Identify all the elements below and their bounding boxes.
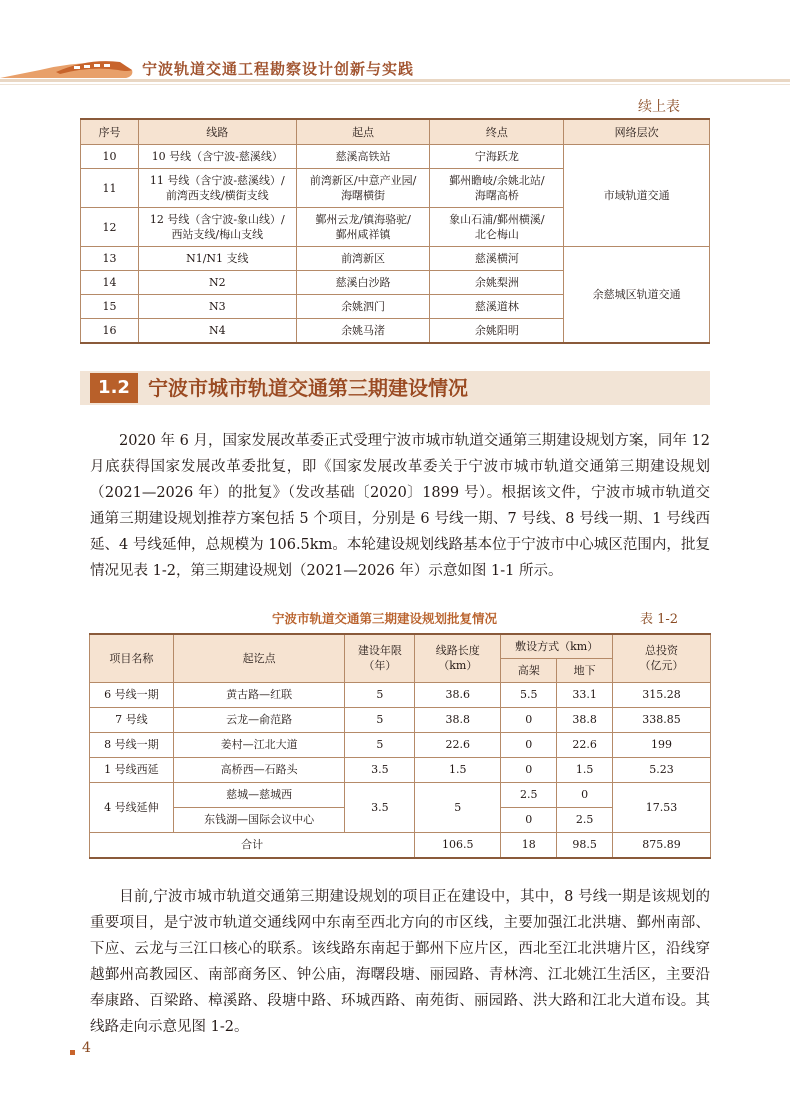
- cell-no: 15: [81, 295, 139, 319]
- cell-project: 6 号线一期: [90, 682, 174, 707]
- cell-no: 13: [81, 247, 139, 271]
- table-continued-label: 续上表: [638, 99, 680, 115]
- cell-investment: 315.28: [613, 682, 711, 707]
- cell-underground: 38.8: [557, 707, 613, 732]
- table-row: [90, 757, 711, 782]
- cell-years: 5: [345, 682, 415, 707]
- cell-end: 慈溪横河: [430, 247, 564, 271]
- section-number: 1.2: [90, 373, 138, 403]
- table-number: 表 1-2: [640, 612, 679, 627]
- body-paragraph-1: [90, 428, 710, 584]
- cell-start: 前湾新区/中意产业园/ 海曙横街: [296, 169, 430, 208]
- table-header-row: [90, 634, 711, 658]
- table-caption: 宁波市轨道交通第三期建设规划批复情况: [272, 611, 498, 626]
- cell-level-yuci: 余慈城区轨道交通: [564, 247, 710, 344]
- col-header-project: 项目名称: [90, 634, 174, 682]
- cell-length: 38.8: [415, 707, 501, 732]
- cell-range: 姜村—江北大道: [173, 732, 345, 757]
- col-header-range: 起讫点: [173, 634, 345, 682]
- cell-total-investment: 875.89: [613, 832, 711, 858]
- cell-project: 8 号线一期: [90, 732, 174, 757]
- cell-years: 3.5: [345, 757, 415, 782]
- network-lines-table: [80, 118, 710, 344]
- section-heading: [80, 371, 710, 405]
- header-title: 宁波轨道交通工程勘察设计创新与实践: [142, 60, 415, 78]
- cell-total-length: 106.5: [415, 832, 501, 858]
- cell-end: 宁海跃龙: [430, 145, 564, 169]
- col-header-length: 线路长度 （km）: [415, 634, 501, 682]
- col-header-investment: 总投资 （亿元）: [613, 634, 711, 682]
- cell-project: 1 号线西延: [90, 757, 174, 782]
- cell-start: 前湾新区: [296, 247, 430, 271]
- table-row: [90, 732, 711, 757]
- cell-start: 余姚马渚: [296, 319, 430, 344]
- cell-elevated: 0: [501, 807, 557, 832]
- cell-length: 5: [415, 782, 501, 832]
- cell-no: 14: [81, 271, 139, 295]
- cell-line: 11 号线（含宁波-慈溪线）/ 前湾西支线/横街支线: [138, 169, 296, 208]
- cell-length: 38.6: [415, 682, 501, 707]
- cell-length: 1.5: [415, 757, 501, 782]
- cell-underground: 1.5: [557, 757, 613, 782]
- col-header-no: 序号: [81, 119, 139, 145]
- cell-end: 鄞州瞻岐/余姚北站/ 海曙高桥: [430, 169, 564, 208]
- paragraph-text: 2020 年 6 月，国家发展改革委正式受理宁波市城市轨道交通第三期建设规划方案，同年 12 月底获得国家发展改革委批复，即《国家发展改革委关于宁波市城市轨道交通第三期建设规划（2021—2026 年）的批复》（发改基础〔2020〕1899 号）。根据该文件，宁波市城市轨道交通第三期建设规划推荐方案包括 5 个项目，分别是 6 号线一期、7 号线、8 号线一期、1 号线西延、4 号线延伸，总规模为 106.5km。本轮建设规划线路基本位于宁波市中心城区范围内，批复情况见表 1-2，第三期建设规划（2021—2026 年）示意如图 1-1 所示。: [90, 433, 710, 579]
- cell-investment: 338.85: [613, 707, 711, 732]
- cell-no: 11: [81, 169, 139, 208]
- table-row: [81, 145, 710, 169]
- page-marker: [70, 1050, 75, 1055]
- cell-no: 10: [81, 145, 139, 169]
- page-header: [0, 0, 790, 90]
- col-header-elevated: 高架: [501, 658, 557, 682]
- cell-start: 鄞州云龙/镇海骆驼/ 鄞州咸祥镇: [296, 208, 430, 247]
- table-total-row: [90, 832, 711, 858]
- cell-project: 4 号线延伸: [90, 782, 174, 832]
- col-header-years: 建设年限 （年）: [345, 634, 415, 682]
- cell-range: 慈城—慈城西: [173, 782, 345, 807]
- cell-range: 云龙—俞范路: [173, 707, 345, 732]
- col-header-mode: 敷设方式（km）: [501, 634, 613, 658]
- cell-range: 黄古路—红联: [173, 682, 345, 707]
- col-header-start: 起点: [296, 119, 430, 145]
- cell-start: 慈溪高铁站: [296, 145, 430, 169]
- col-header-level: 网络层次: [564, 119, 710, 145]
- table-row: [81, 247, 710, 271]
- paragraph-text: 目前,宁波市城市轨道交通第三期建设规划的项目正在建设中，其中，8 号线一期是该规划的重要项目，是宁波市轨道交通线网中东南至西北方向的市区线，主要加强江北洪塘、鄞州南部、下应、云龙与三江口核心的联系。该线路东南起于鄞州下应片区，西北至江北洪塘片区，沿线穿越鄞州高教园区、南部商务区、钟公庙，海曙段塘、丽园路、青林湾、江北姚江生活区，主要沿奉康路、百梁路、樟溪路、段塘中路、环城西路、南苑街、丽园路、洪大路和江北大道布设。其线路走向示意见图 1-2。: [90, 889, 710, 1035]
- body-paragraph-2: [90, 884, 710, 1040]
- train-logo-icon: [0, 0, 140, 82]
- cell-length: 22.6: [415, 732, 501, 757]
- cell-years: 5: [345, 732, 415, 757]
- col-header-line: 线路: [138, 119, 296, 145]
- cell-line: N2: [138, 271, 296, 295]
- cell-end: 余姚阳明: [430, 319, 564, 344]
- col-header-underground: 地下: [557, 658, 613, 682]
- approval-table: [89, 633, 711, 859]
- table-row: [90, 782, 711, 807]
- page-number: 4: [82, 1040, 91, 1056]
- cell-end: 慈溪道林: [430, 295, 564, 319]
- cell-start: 慈溪白沙路: [296, 271, 430, 295]
- cell-elevated: 5.5: [501, 682, 557, 707]
- cell-underground: 0: [557, 782, 613, 807]
- cell-range: 高桥西—石路头: [173, 757, 345, 782]
- section-title: 宁波市城市轨道交通第三期建设情况: [148, 376, 468, 400]
- cell-line: N4: [138, 319, 296, 344]
- header-divider-thin: [0, 84, 790, 85]
- cell-end: 象山石浦/鄞州横溪/ 北仑梅山: [430, 208, 564, 247]
- cell-start: 余姚泗门: [296, 295, 430, 319]
- cell-investment: 199: [613, 732, 711, 757]
- cell-underground: 33.1: [557, 682, 613, 707]
- cell-line: N1/N1 支线: [138, 247, 296, 271]
- cell-no: 12: [81, 208, 139, 247]
- cell-elevated: 2.5: [501, 782, 557, 807]
- cell-end: 余姚梨洲: [430, 271, 564, 295]
- cell-total-label: 合计: [90, 832, 415, 858]
- cell-elevated: 0: [501, 732, 557, 757]
- cell-no: 16: [81, 319, 139, 344]
- col-header-end: 终点: [430, 119, 564, 145]
- table-row: [90, 682, 711, 707]
- cell-underground: 22.6: [557, 732, 613, 757]
- header-divider: [0, 79, 790, 82]
- table-row: [90, 707, 711, 732]
- cell-elevated: 0: [501, 757, 557, 782]
- cell-project: 7 号线: [90, 707, 174, 732]
- cell-investment: 17.53: [613, 782, 711, 832]
- cell-line: 10 号线（含宁波-慈溪线）: [138, 145, 296, 169]
- cell-underground: 2.5: [557, 807, 613, 832]
- cell-years: 5: [345, 707, 415, 732]
- cell-line: 12 号线（含宁波-象山线）/ 西站支线/梅山支线: [138, 208, 296, 247]
- cell-line: N3: [138, 295, 296, 319]
- cell-elevated: 0: [501, 707, 557, 732]
- cell-years: 3.5: [345, 782, 415, 832]
- cell-level-city: 市域轨道交通: [564, 145, 710, 247]
- cell-total-underground: 98.5: [557, 832, 613, 858]
- cell-range: 东钱湖—国际会议中心: [173, 807, 345, 832]
- cell-total-elevated: 18: [501, 832, 557, 858]
- cell-investment: 5.23: [613, 757, 711, 782]
- table-header-row: [81, 119, 710, 145]
